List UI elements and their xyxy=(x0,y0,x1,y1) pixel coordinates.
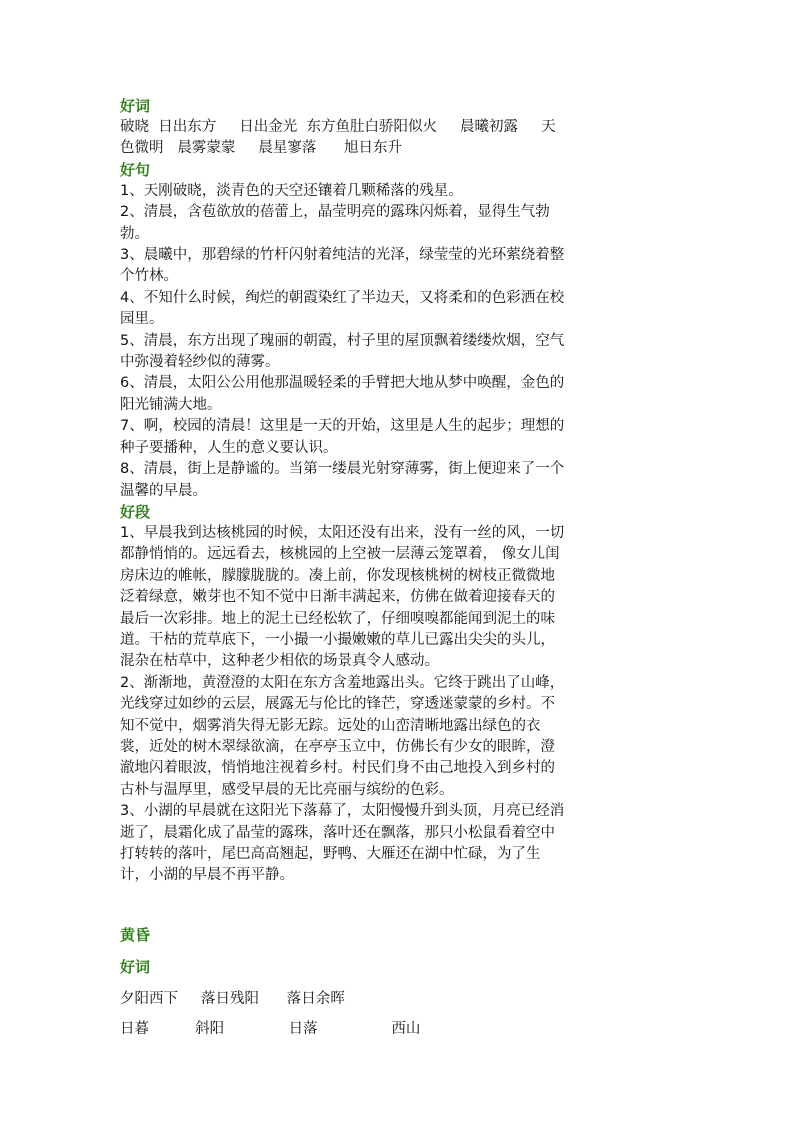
sentence-line: 3、晨曦中，那碧绿的竹杆闪射着纯洁的光泽，绿莹莹的光环萦绕着整 xyxy=(120,247,565,264)
document-content xyxy=(120,96,680,1039)
morning-good-words xyxy=(120,117,680,160)
sentence-line: 6、清晨，太阳公公用他那温暖轻柔的手臂把大地从梦中唤醒，金色的 xyxy=(120,375,565,392)
sentence-line: 温馨的早晨。 xyxy=(120,482,207,499)
good-words-line: 色微明 晨雾蒙蒙 晨星寥落 旭日东升 xyxy=(120,140,403,157)
paragraph-line: 打转转的落叶，尾巴高高翘起，野鸭、大雁还在湖中忙碌，为了生 xyxy=(120,846,541,862)
sentence-line: 中弥漫着轻纱似的薄雾。 xyxy=(120,354,280,371)
paragraph-line: 道。干枯的荒草底下，一小撮一小撮嫩嫩的草儿已露出尖尖的头儿， xyxy=(120,631,555,648)
paragraph-line: 泛着绿意，嫩芽也不知不觉中日渐丰满起来，仿佛在做着迎接春天的 xyxy=(120,589,555,606)
paragraph-line: 2、渐渐地，黄澄澄的太阳在东方含羞地露出头。它终于跳出了山峰， xyxy=(120,674,565,691)
good-words-line: 破晓 日出东方 日出金光 东方鱼肚白骄阳似火 晨曦初露 天 xyxy=(120,119,556,135)
sentence-line: 个竹林。 xyxy=(120,268,178,285)
sentence-line: 勃。 xyxy=(120,225,149,242)
morning-good-sentences-header: 好句 xyxy=(120,160,151,179)
morning-good-paragraphs xyxy=(120,523,680,887)
dusk-words-row: 日暮 斜阳 日落 西山 xyxy=(120,1020,421,1037)
sentence-line: 1、天刚破晓，淡青色的天空还镶着几颗稀落的残星。 xyxy=(120,182,463,199)
paragraph-line: 澈地闪着眼波，悄悄地注视着乡村。村民们身不由己地投入到乡村的 xyxy=(120,760,555,777)
sentence-line: 种子要播种，人生的意义要认识。 xyxy=(120,439,338,456)
dusk-words-row: 夕阳西下 落日残阳 落日余晖 xyxy=(120,990,345,1007)
sentence-line: 2、清晨，含苞欲放的蓓蕾上，晶莹明亮的露珠闪烁着，显得生气勃 xyxy=(120,204,550,221)
dusk-section-title: 黄昏 xyxy=(120,925,151,944)
sentence-line: 7、啊，校园的清晨！这里是一天的开始，这里是人生的起步；理想的 xyxy=(120,418,565,435)
paragraph-line: 光线穿过如纱的云层，展露无与伦比的锋芒，穿透迷蒙蒙的乡村。不 xyxy=(120,696,555,713)
dusk-section xyxy=(120,925,680,1039)
paragraph-line: 房床边的帷帐，朦朦胧胧的。凑上前，你发现核桃树的树枝正微微地 xyxy=(120,567,555,584)
paragraph-line: 最后一次彩排。地上的泥土已经松软了，仔细嗅嗅都能闻到泥土的味 xyxy=(120,610,555,627)
dusk-good-words-header: 好词 xyxy=(120,957,151,976)
sentence-line: 园里。 xyxy=(120,311,164,328)
sentence-line: 8、清晨，街上是静谧的。当第一缕晨光射穿薄雾，街上便迎来了一个 xyxy=(120,461,565,478)
paragraph-line: 混杂在枯草中，这种老少相依的场景真令人感动。 xyxy=(120,653,439,670)
paragraph-line: 1、早晨我到达核桃园的时候，太阳还没有出来，没有一丝的风，一切 xyxy=(120,524,565,541)
paragraph-line: 3、小湖的早晨就在这阳光下落幕了，太阳慢慢升到头顶，月亮已经消 xyxy=(120,803,565,820)
paragraph-line: 计，小湖的早晨不再平静。 xyxy=(120,867,294,884)
morning-good-sentences xyxy=(120,181,680,502)
section-gap xyxy=(120,887,680,925)
morning-good-words-header: 好词 xyxy=(120,97,151,115)
paragraph-line: 知不觉中，烟雾消失得无影无踪。远处的山峦清晰地露出绿色的衣 xyxy=(120,717,541,734)
paragraph-line: 逝了，晨霜化成了晶莹的露珠，落叶还在飘落，那只小松鼠看着空中 xyxy=(120,824,555,841)
sentence-line: 阳光铺满大地。 xyxy=(120,396,222,413)
paragraph-line: 古朴与温厚里，感受早晨的无比亮丽与缤纷的色彩。 xyxy=(120,781,454,798)
morning-good-paragraphs-header: 好段 xyxy=(120,502,151,521)
sentence-line: 4、不知什么时候，绚烂的朝霞染红了半边天，又将柔和的色彩洒在校 xyxy=(120,289,565,306)
sentence-line: 5、清晨，东方出现了瑰丽的朝霞，村子里的屋顶飘着缕缕炊烟，空气 xyxy=(120,332,565,349)
paragraph-line: 都静悄悄的。远远看去，核桃园的上空被一层薄云笼罩着， 像女儿闺 xyxy=(120,546,560,563)
paragraph-line: 裳，近处的树木翠绿欲滴，在亭亭玉立中，仿佛长有少女的眼眸，澄 xyxy=(120,738,555,755)
